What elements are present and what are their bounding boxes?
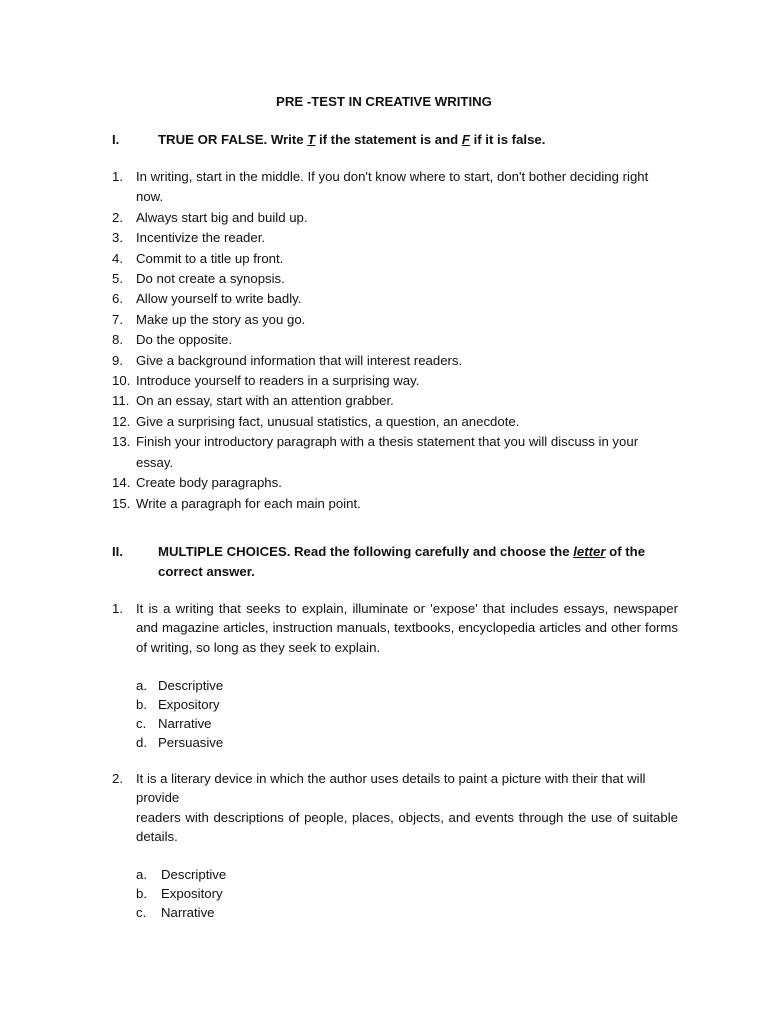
item-number: 4. [112,250,123,266]
option-letter: c. [136,716,147,731]
item-text: Introduce yourself to readers in a surprising way. [136,373,420,389]
option-text: Persuasive [158,735,224,750]
letter-f: F [461,132,470,147]
list-item [112,269,678,289]
item-number: 7. [112,311,123,327]
question-1 [112,599,678,657]
answer-option [136,884,226,903]
item-text: Allow yourself to write badly. [136,291,302,307]
list-item [112,432,678,473]
item-number: 15. [112,495,131,511]
item-text: Always start big and build up. [136,209,308,225]
answer-option [136,695,223,714]
item-number: 10. [112,373,131,389]
question-number: 2. [112,771,123,786]
item-text: Create body paragraphs. [136,475,282,491]
item-number: 13. [112,434,131,450]
item-number: 1. [112,169,123,184]
answer-option [136,903,226,922]
item-number: 6. [112,291,123,307]
item-text: Give a background information that will interest readers. [136,352,463,368]
question-text-line-2: readers with descriptions of people, places, objects, and events through the use of suitable details. [136,809,678,845]
list-item [112,391,678,411]
item-text: Give a surprising fact, unusual statistics, a question, an anecdote. [136,413,520,429]
list-item [112,371,678,391]
list-item [112,412,678,432]
item-number: 5. [112,271,123,287]
item-text: Do not create a synopsis. [136,271,285,287]
option-text: Descriptive [158,678,224,693]
list-item [112,249,678,269]
option-text: Narrative [161,905,215,920]
list-item [112,330,678,350]
question-2-options [136,865,226,922]
section-1-instructions-pre: TRUE OR FALSE. Write [158,132,308,147]
option-letter: c. [136,905,147,920]
option-text: Expository [158,697,220,712]
item-text: Make up the story as you go. [136,311,306,327]
section-2-instructions-pre: MULTIPLE CHOICES. Read the following carefully and choose the [158,544,574,559]
item-number: 2. [112,209,123,225]
question-1-options [136,676,223,752]
option-letter: a. [136,867,147,882]
section-2-instructions [158,542,678,582]
answer-option [136,733,223,752]
item-text: Finish your introductory paragraph with a thesis statement that you will discuss in your essay. [136,434,639,470]
answer-option [136,865,226,884]
question-text-line-1: It is a literary device in which the author uses details to paint a picture with their that will provide [136,771,646,806]
item-text: Write a paragraph for each main point. [136,495,361,511]
item-number: 12. [112,413,131,429]
question-2 [112,769,678,847]
option-letter: a. [136,678,147,693]
list-item [112,494,678,514]
item-text: Do the opposite. [136,332,233,348]
option-text: Narrative [158,716,212,731]
list-item [112,228,678,248]
list-item [112,167,678,208]
item-text: Incentivize the reader. [136,230,266,246]
section-2-numeral: II. [112,544,123,559]
option-text: Descriptive [161,867,227,882]
item-text: Commit to a title up front. [136,250,284,266]
item-number: 8. [112,332,123,348]
item-number: 9. [112,352,123,368]
true-false-list [112,167,678,514]
item-text: In writing, start in the middle. If you don't know where to start, don't bother deciding right now. [136,169,649,205]
letter-t: T [307,132,316,147]
question-number: 1. [112,601,123,616]
list-item [112,473,678,493]
list-item [112,289,678,309]
list-item [112,208,678,228]
question-text: It is a writing that seeks to explain, illuminate or 'expose' that includes essays, newspaper and magazine articles, instruction manuals, textbooks, encyclopedia articles and other forms of writing, so long as they seek to explain. [136,601,678,655]
page-title: PRE -TEST IN CREATIVE WRITING [276,94,492,109]
list-item [112,351,678,371]
answer-option [136,714,223,733]
section-1-instructions-post: if it is false. [469,132,546,147]
option-letter: b. [136,886,147,901]
option-letter: d. [136,735,147,750]
answer-option [136,676,223,695]
item-number: 3. [112,230,123,246]
item-number: 14. [112,475,131,491]
section-1-instructions [158,130,678,150]
option-text: Expository [161,886,223,901]
section-1-instructions-mid: if the statement is and [315,132,462,147]
option-letter: b. [136,697,147,712]
item-text: On an essay, start with an attention grabber. [136,393,394,409]
item-number: 11. [112,393,130,409]
section-1-numeral: I. [112,132,120,147]
list-item [112,310,678,330]
section-2-instructions-post: of the correct answer. [158,544,646,579]
letter-word: letter [573,544,606,559]
